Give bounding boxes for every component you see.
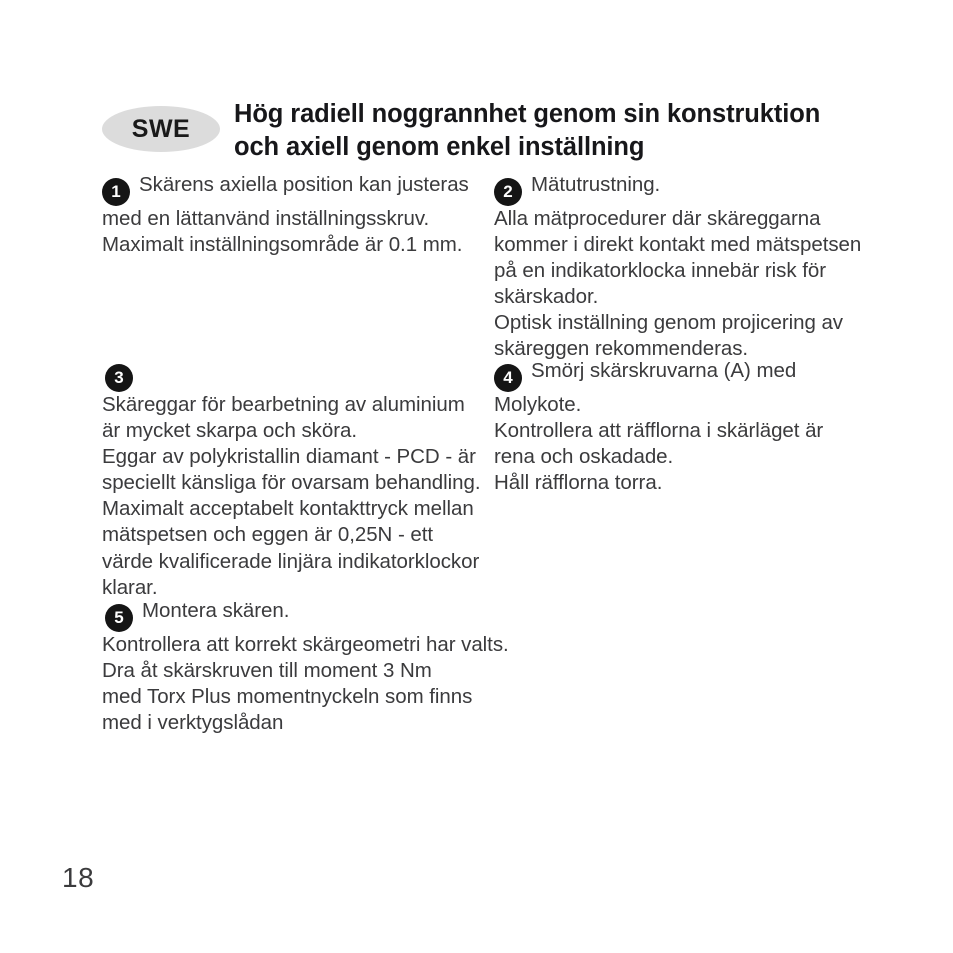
- instruction-item-1-body: [102, 172, 487, 258]
- step-number-badge-4: 4: [494, 364, 522, 392]
- instruction-item-5-line-5: med i verktygslådan: [102, 711, 284, 735]
- instruction-item-2-line-3: kommer i direkt kontakt med mätspetsen: [494, 233, 862, 257]
- instruction-item-3-line-8: klarar.: [102, 575, 158, 599]
- page-number: 18: [62, 862, 95, 893]
- instruction-item-4-line-5: Håll räfflorna torra.: [494, 471, 663, 495]
- instruction-item-2-line-7: skäreggen rekommenderas.: [494, 337, 749, 361]
- instruction-item-3-line-4: speciellt känsliga för ovarsam behandling.: [102, 471, 481, 495]
- instruction-item-5-line-3: Dra åt skärskruven till moment 3 Nm: [102, 659, 432, 683]
- page-title-line-2: och axiell genom enkel inställning: [234, 132, 645, 161]
- language-badge: [102, 106, 220, 152]
- instruction-item-2-line-6: Optisk inställning genom projicering av: [494, 311, 844, 335]
- instruction-item-5-line-2: Kontrollera att korrekt skärgeometri har valts.: [102, 633, 509, 656]
- step-number-badge-2: 2: [494, 178, 522, 206]
- instruction-item-2-line-1: Mätutrustning.: [531, 173, 661, 196]
- instruction-item-1-line-3: Maximalt inställningsområde är 0.1 mm.: [102, 233, 463, 257]
- instruction-item-4-line-3: Kontrollera att räfflorna i skärläget är: [494, 419, 824, 443]
- instruction-item-1-line-2: med en lättanvänd inställningsskruv.: [102, 207, 430, 230]
- page-title: [234, 98, 820, 163]
- instruction-item-4-body: [494, 358, 864, 496]
- instruction-item-3-line-5: Maximalt acceptabelt kontakttryck mellan: [102, 497, 474, 521]
- instruction-item-2-line-2: Alla mätprocedurer där skäreggarna: [494, 207, 821, 230]
- step-number-badge-1: 1: [102, 178, 130, 206]
- instruction-item-1-line-1: Skärens axiella position kan justeras: [139, 173, 469, 196]
- instruction-item-3-line-1: Skäreggar för bearbetning av aluminium: [102, 393, 465, 416]
- instruction-item-4-line-1: Smörj skärskruvarna (A) med: [531, 359, 797, 382]
- instruction-item-3-line-3: Eggar av polykristallin diamant - PCD - är: [102, 445, 476, 469]
- instruction-item-5-line-4: med Torx Plus momentnyckeln som finns: [102, 685, 473, 709]
- instruction-item-5-line-1: Montera skären.: [142, 599, 290, 622]
- instruction-item-2-line-4: på en indikatorklocka innebär risk för: [494, 259, 826, 283]
- instruction-item-3-body: [102, 358, 487, 601]
- instruction-item-5-body: [102, 598, 509, 736]
- step-number-badge-3: 3: [105, 364, 133, 392]
- instruction-item-5: [102, 598, 509, 736]
- step-number-badge-5: 5: [105, 604, 133, 632]
- instruction-item-2: [494, 172, 864, 363]
- instruction-item-4-line-2: Molykote.: [494, 393, 582, 416]
- instruction-item-4-line-4: rena och oskadade.: [494, 445, 674, 469]
- instruction-item-1: [102, 172, 487, 258]
- instruction-item-4: [494, 358, 864, 496]
- instruction-item-3-line-2: är mycket skarpa och sköra.: [102, 419, 357, 443]
- instruction-item-2-body: [494, 172, 864, 363]
- page-title-line-1: Hög radiell noggrannhet genom sin konstruktion: [234, 100, 821, 128]
- language-badge-label: SWE: [131, 114, 191, 143]
- instruction-item-3-line-6: mätspetsen och eggen är 0,25N - ett: [102, 523, 434, 547]
- page-header: [102, 98, 862, 163]
- instruction-item-2-line-5: skärskador.: [494, 285, 599, 309]
- instruction-item-3: [102, 358, 487, 601]
- instruction-item-3-line-7: värde kvalificerade linjära indikatorklockor: [102, 549, 480, 573]
